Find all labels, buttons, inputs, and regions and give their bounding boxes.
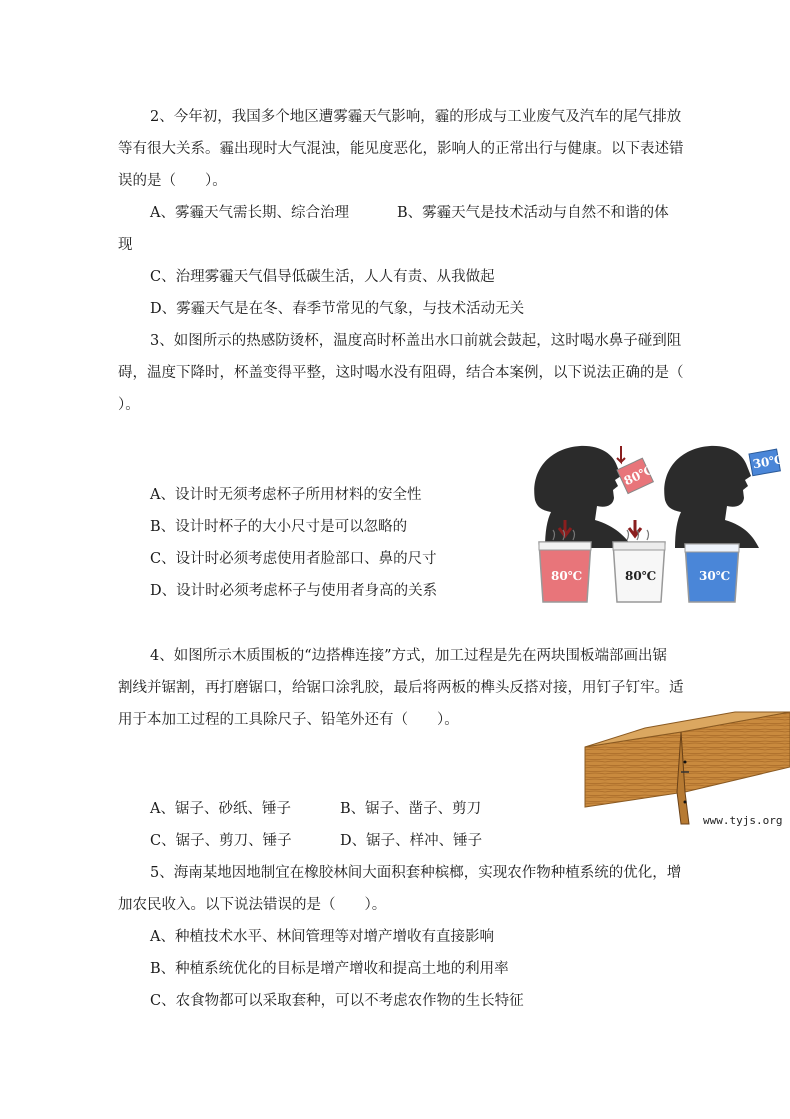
cup-label-hot: 80℃	[551, 569, 583, 583]
q5-stem-line-2: 加农民收入。以下说法错误的是（ ）。	[118, 897, 387, 913]
q4-option-b: B、锯子、凿子、剪刀	[340, 801, 482, 817]
q4-option-a: A、锯子、砂纸、锤子	[150, 801, 291, 817]
q4-stem-line-3: 用于本加工过程的工具除尺子、铅笔外还有（ ）。	[118, 712, 459, 728]
q3-stem-line-1: 3、如图所示的热感防烫杯，温度高时杯盖出水口前就会鼓起，这时喝水鼻子碰到阻	[150, 333, 682, 349]
lid-label-2: 30℃	[751, 452, 785, 472]
q5-stem-line-1: 5、海南某地因地制宜在橡胶林间大面积套种槟榔，实现农作物种植系统的优化，增	[150, 865, 682, 881]
wood-joint-figure	[585, 712, 790, 830]
heat-sensing-cup-figure	[525, 440, 785, 610]
q2-option-b: B、雾霾天气是技术活动与自然不和谐的体	[397, 205, 669, 221]
down-arrow-icon-2	[629, 520, 641, 536]
lid-label-1: 80℃	[621, 462, 656, 489]
cup-label-cold: 30℃	[699, 569, 731, 583]
q2-stem-line-1: 2、今年初，我国多个地区遭雾霾天气影响，霾的形成与工业废气及汽车的尾气排放	[150, 109, 682, 125]
q5-option-a: A、种植技术水平、林间管理等对增产增收有直接影响	[150, 929, 494, 945]
head-silhouette-1	[534, 446, 633, 548]
q2-stem-line-3: 误的是（ ）。	[118, 173, 227, 189]
q2-option-b-cont: 现	[118, 237, 133, 253]
q3-option-c: C、设计时必须考虑使用者脸部口、鼻的尺寸	[150, 551, 437, 567]
watermark: www.tyjs.org	[703, 814, 783, 827]
q3-stem-line-2: 碍，温度下降时，杯盖变得平整，这时喝水没有阻碍，结合本案例，以下说法正确的是（	[118, 365, 684, 381]
q3-stem-line-3: ）。	[118, 397, 140, 413]
arrow-icon	[617, 446, 625, 462]
q2-option-a: A、雾霾天气需长期、综合治理	[150, 205, 349, 221]
nail-icon	[684, 761, 687, 764]
cup-label-warm: 80℃	[625, 569, 657, 583]
q2-option-c: C、治理雾霾天气倡导低碳生活，人人有责、从我做起	[150, 269, 495, 285]
q2-option-d: D、雾霾天气是在冬、春季节常见的气象，与技术活动无关	[150, 301, 525, 317]
q3-option-b: B、设计时杯子的大小尺寸是可以忽略的	[150, 519, 408, 535]
nail-icon-2	[684, 801, 687, 804]
q4-stem-line-2: 割线并锯割，再打磨锯口，给锯口涂乳胶，最后将两板的榫头反搭对接，用钉子钉牢。适	[118, 680, 684, 696]
q2-stem-line-2: 等有很大关系。霾出现时大气混浊，能见度恶化，影响人的正常出行与健康。以下表述错	[118, 141, 684, 157]
q4-option-c: C、锯子、剪刀、锤子	[150, 833, 292, 849]
q4-stem-line-1: 4、如图所示木质围板的“边搭榫连接”方式，加工过程是先在两块围板端部画出锯	[150, 648, 668, 664]
q5-option-c: C、农食物都可以采取套种，可以不考虑农作物的生长特征	[150, 993, 524, 1009]
q5-option-b: B、种植系统优化的目标是增产增收和提高土地的利用率	[150, 961, 509, 977]
q4-option-d: D、锯子、样冲、锤子	[340, 833, 483, 849]
q3-option-d: D、设计时必须考虑杯子与使用者身高的关系	[150, 583, 438, 599]
head-silhouette-2	[664, 446, 759, 548]
q3-option-a: A、设计时无须考虑杯子所用材料的安全性	[150, 487, 422, 503]
